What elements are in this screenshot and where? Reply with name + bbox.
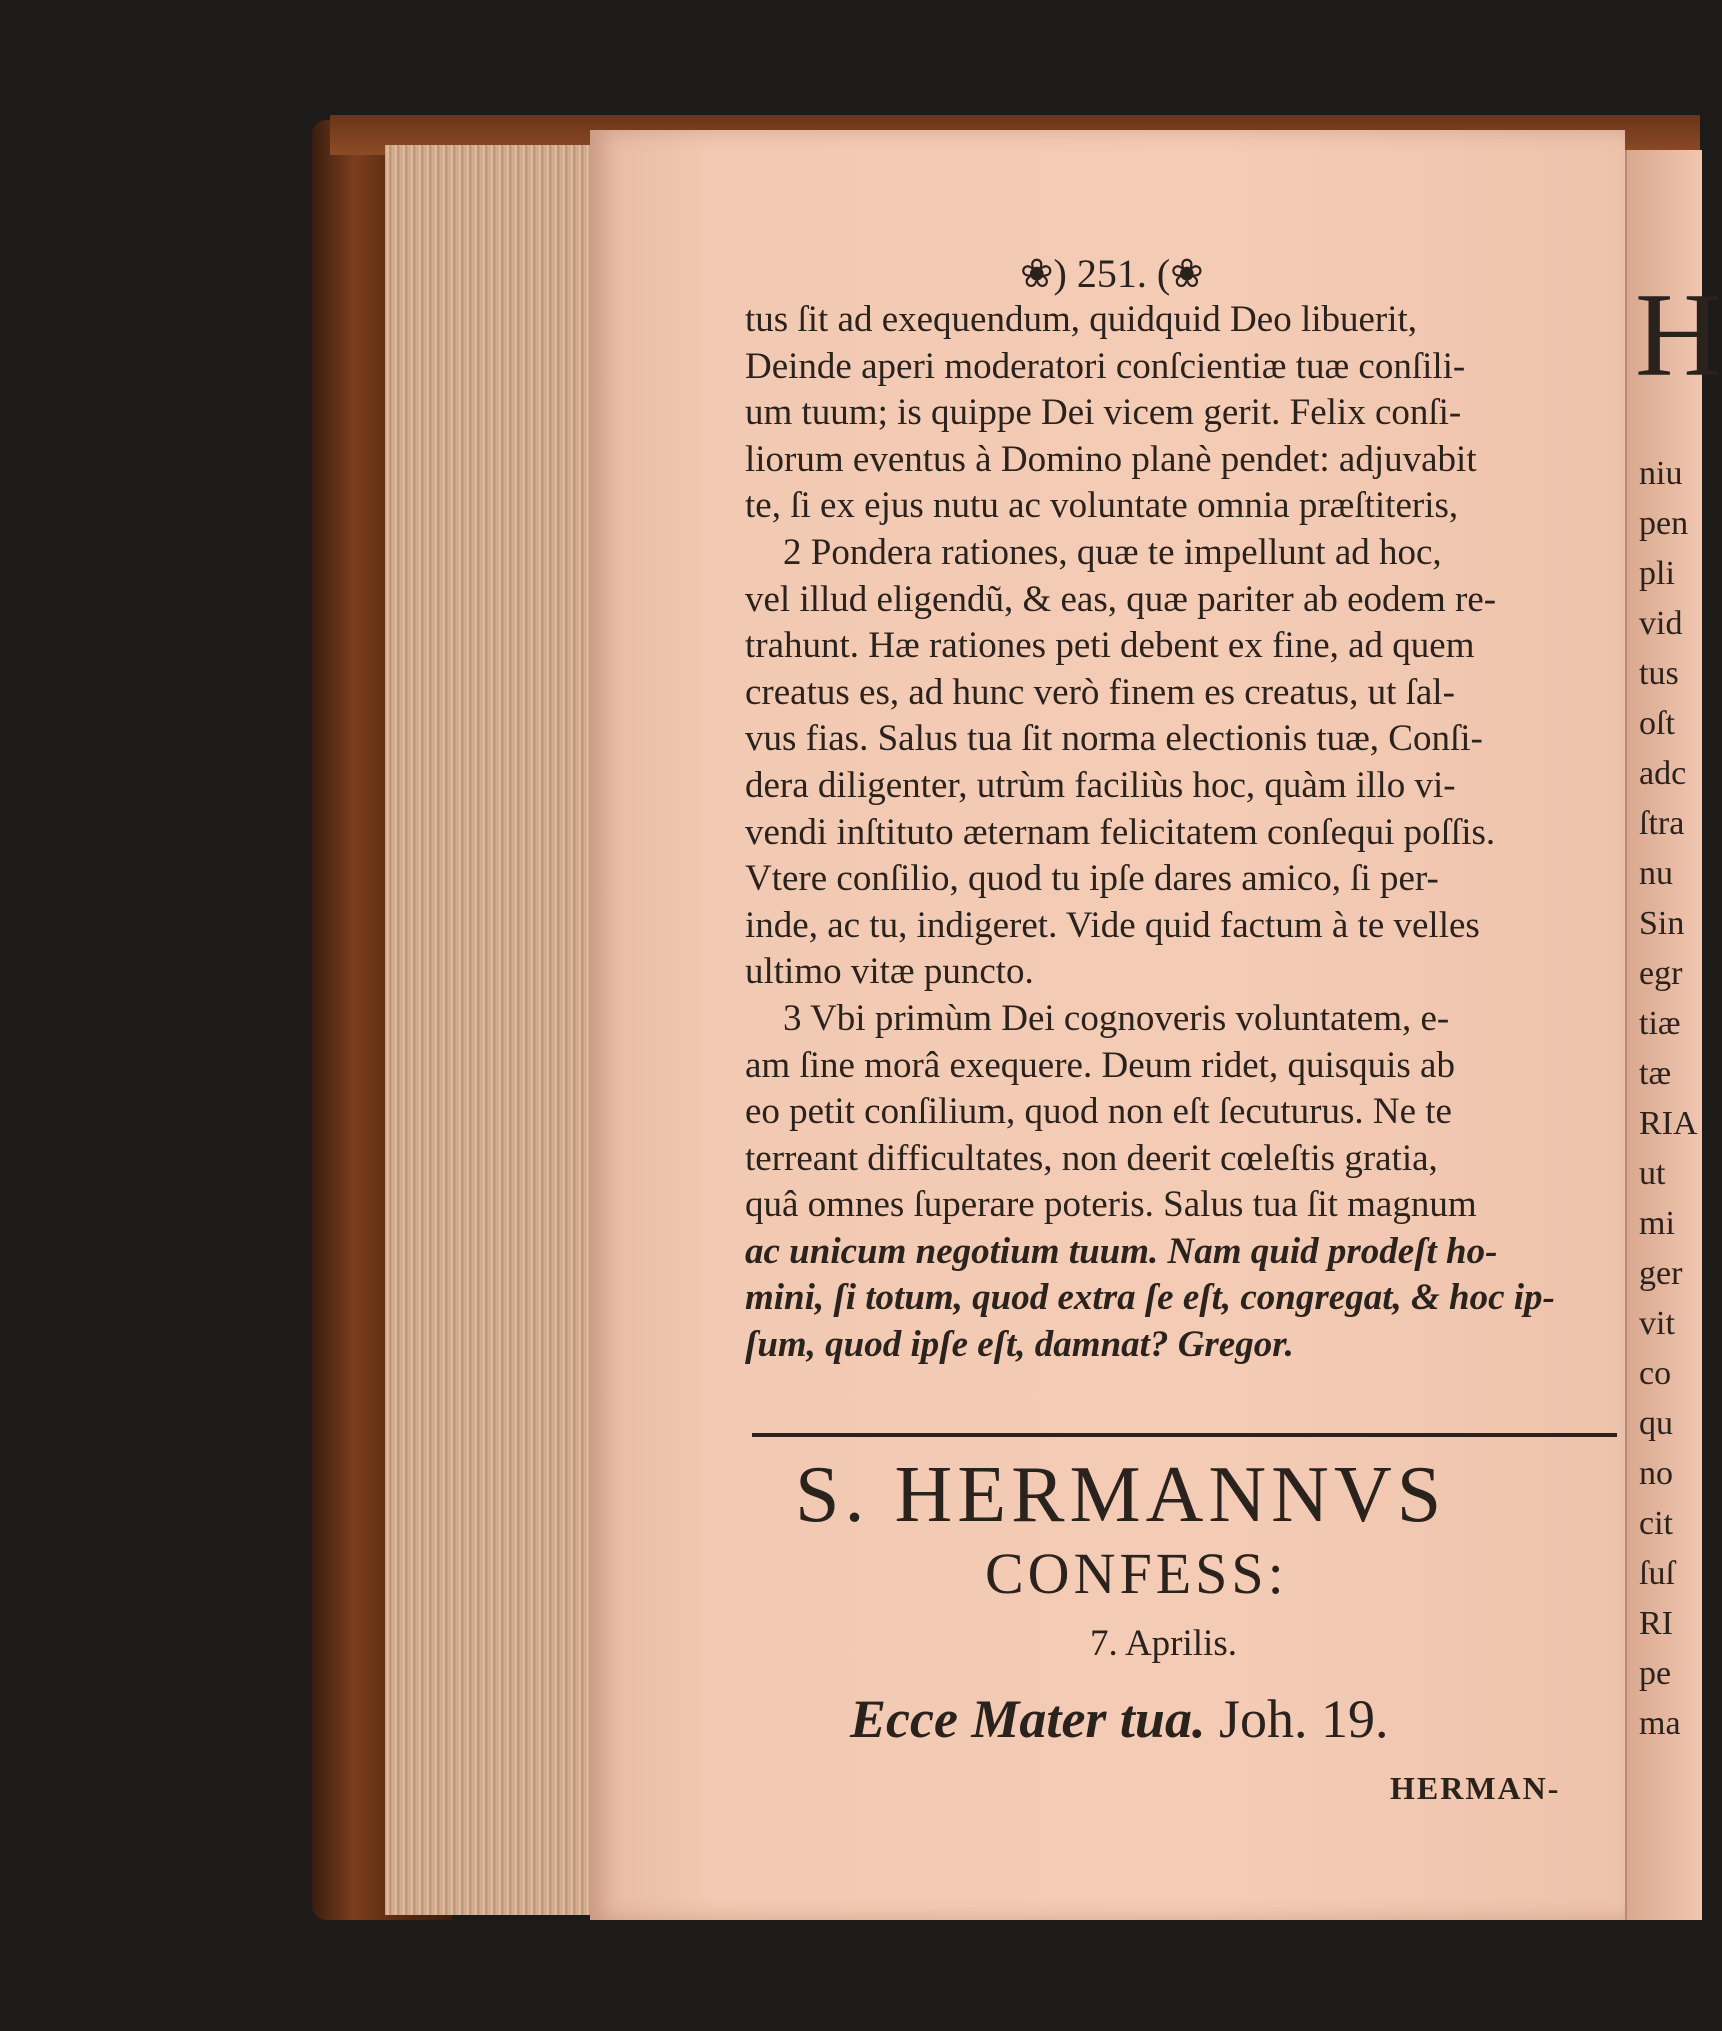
- facing-text-fragment: pen: [1639, 505, 1689, 542]
- facing-text-fragment: pli: [1639, 555, 1675, 592]
- section-subtitle: CONFESS:: [985, 1541, 1288, 1606]
- text-line: dera diligenter, utrùm faciliùs hoc, quàm illo vi-: [745, 764, 1456, 806]
- text-line: am ſine morâ exequere. Deum ridet, quisquis ab: [745, 1044, 1455, 1086]
- text-line: inde, ac tu, indigeret. Vide quid factum à te velles: [745, 904, 1480, 946]
- facing-text-fragment: vit: [1639, 1305, 1675, 1342]
- facing-text-fragment: oſt: [1639, 705, 1675, 742]
- text-line: trahunt. Hæ rationes peti debent ex fine, ad quem: [745, 625, 1475, 667]
- catchword: HERMAN-: [1390, 1770, 1561, 1806]
- quote-text: Ecce Mater tua.: [850, 1689, 1206, 1749]
- facing-text-fragment: no: [1639, 1455, 1673, 1492]
- facing-text-fragment: nu: [1639, 855, 1673, 892]
- text-line: vus fias. Salus tua ſit norma electionis tuæ, Conſi-: [745, 718, 1483, 760]
- text-line: tus ſit ad exequendum, quidquid Deo libuerit,: [745, 299, 1418, 340]
- scripture-quote: [850, 1688, 1388, 1750]
- facing-text-fragment: ger: [1639, 1255, 1683, 1292]
- text-line: Deinde aperi moderatori conſcientiæ tuæ conſili-: [745, 345, 1466, 387]
- text-line: ſum, quod ipſe eſt, damnat? Gregor.: [745, 1324, 1294, 1366]
- facing-text-fragment: tæ: [1639, 1055, 1672, 1092]
- section-divider: [752, 1433, 1617, 1437]
- facing-text-fragment: RI: [1639, 1605, 1673, 1642]
- text-line: liorum eventus à Domino planè pendet: adjuvabit: [745, 438, 1477, 480]
- text-line: creatus es, ad hunc verò finem es creatus, ut ſal-: [745, 671, 1455, 713]
- facing-page: [1625, 150, 1722, 1920]
- facing-text-fragment: tiæ: [1639, 1005, 1681, 1042]
- text-line: ultimo vitæ puncto.: [745, 951, 1034, 993]
- text-line: terreant difficultates, non deerit cœleſtis gratia,: [745, 1137, 1438, 1179]
- text-line: 2 Pondera rationes, quæ te impellunt ad hoc,: [783, 531, 1442, 573]
- facing-text-fragment: Sin: [1639, 905, 1685, 942]
- page-edges: [385, 145, 595, 1915]
- facing-text-fragment: niu: [1639, 455, 1683, 492]
- section-title: S. HERMANNVS: [795, 1451, 1447, 1539]
- text-line: Vtere conſilio, quod tu ipſe dares amico, ſi per-: [745, 858, 1439, 900]
- text-line: te, ſi ex ejus nutu ac voluntate omnia præſtiteris,: [745, 485, 1459, 527]
- facing-initial: H: [1635, 268, 1722, 401]
- facing-text-fragment: cit: [1639, 1505, 1673, 1542]
- facing-text-fragment: qu: [1639, 1405, 1673, 1442]
- text-line: quâ omnes ſuperare poteris. Salus tua ſit magnum: [745, 1184, 1477, 1226]
- text-line: 3 Vbi primùm Dei cognoveris voluntatem, e-: [783, 997, 1450, 1039]
- text-line: vel illud eligendũ, & eas, quæ pariter ab eodem re-: [745, 578, 1497, 620]
- feast-date: 7. Aprilis.: [1090, 1623, 1237, 1664]
- page-number-header: ❀) 251. (❀: [1020, 251, 1204, 296]
- facing-text-fragment: ut: [1639, 1155, 1666, 1192]
- facing-text-fragment: mi: [1639, 1205, 1675, 1242]
- quote-reference: Joh. 19.: [1218, 1689, 1389, 1749]
- facing-text-fragment: ſtra: [1639, 805, 1685, 842]
- facing-text-fragment: vid: [1639, 605, 1683, 642]
- text-line: eo petit conſilium, quod non eſt ſecuturus. Ne te: [745, 1091, 1452, 1133]
- facing-text-fragment: egr: [1639, 955, 1683, 992]
- text-line: mini, ſi totum, quod extra ſe eſt, congregat, & hoc ip-: [745, 1277, 1555, 1319]
- facing-text-fragment: pe: [1639, 1655, 1672, 1692]
- facing-text-fragment: RIA: [1639, 1105, 1698, 1142]
- text-line: vendi inſtituto æternam felicitatem conſequi poſſis.: [745, 811, 1496, 853]
- facing-text-fragment: co: [1639, 1355, 1672, 1392]
- facing-text-fragment: ſuſ: [1639, 1555, 1675, 1592]
- body-text: [745, 297, 1615, 1369]
- text-line: um tuum; is quippe Dei vicem gerit. Felix conſi-: [745, 392, 1462, 434]
- facing-text-fragment: adc: [1639, 755, 1687, 792]
- text-line: ac unicum negotium tuum. Nam quid prodeſt ho-: [745, 1230, 1498, 1272]
- facing-text-fragment: ma: [1639, 1705, 1681, 1742]
- facing-text-fragment: tus: [1639, 655, 1679, 692]
